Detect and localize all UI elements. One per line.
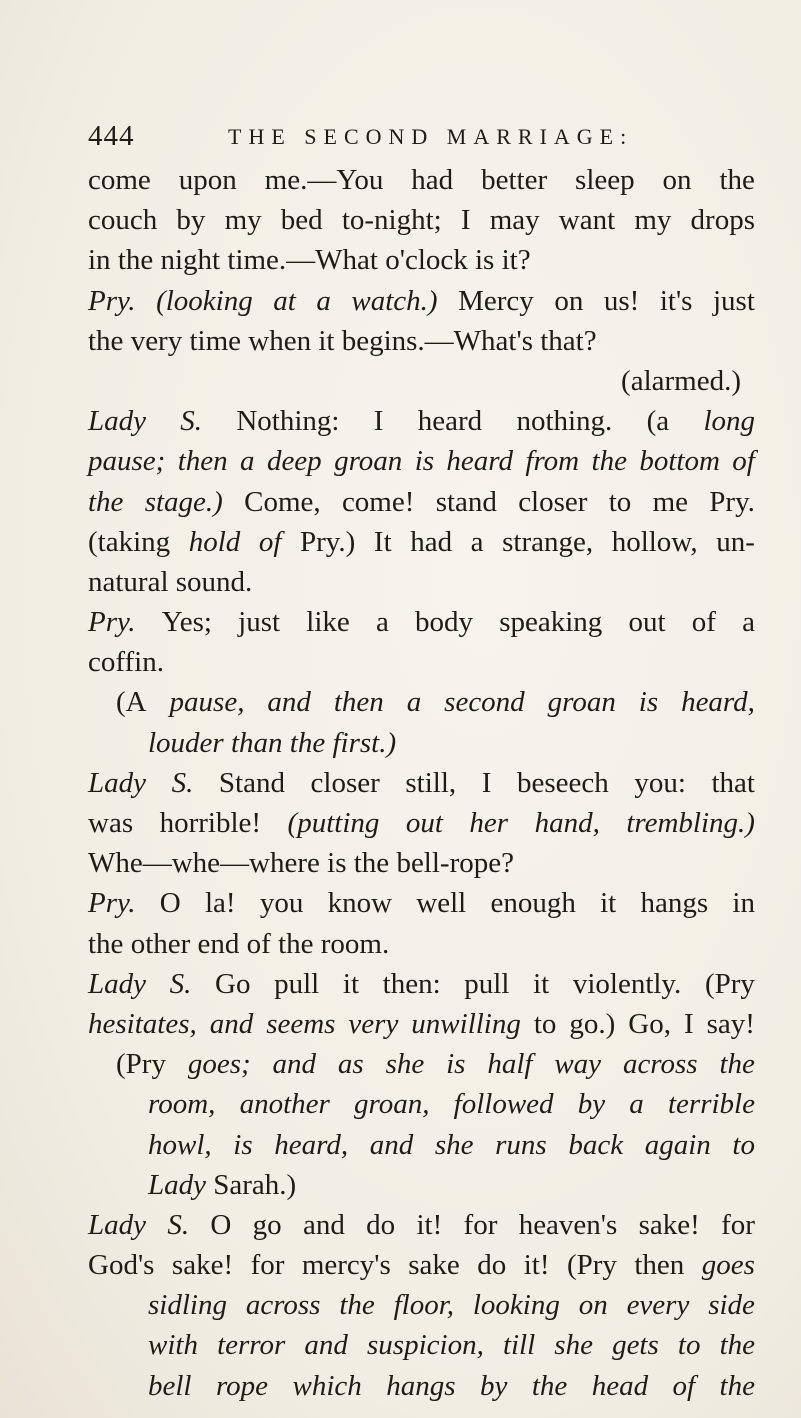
- word: pull: [274, 967, 320, 1000]
- word: is: [414, 445, 435, 478]
- word: (A: [116, 686, 147, 719]
- text-line: [88, 602, 755, 642]
- text-line: [88, 281, 755, 321]
- word: sake: [408, 1249, 460, 1282]
- word: is: [327, 847, 354, 880]
- word: then: [634, 1249, 685, 1282]
- word: side: [708, 1289, 755, 1322]
- word: S.: [180, 405, 203, 438]
- word: as: [337, 1048, 364, 1081]
- word: sleep: [575, 164, 635, 196]
- word: and: [209, 1007, 254, 1040]
- word: say!: [706, 1007, 755, 1040]
- word: and: [267, 686, 311, 719]
- word: Pry.: [88, 606, 136, 639]
- word: heaven's: [518, 1208, 618, 1241]
- text-line: [88, 321, 755, 361]
- word: hold: [188, 525, 241, 558]
- word: of: [258, 525, 282, 558]
- text-line: [88, 1366, 755, 1406]
- running-head: THE SECOND MARRIAGE:: [228, 124, 634, 149]
- word: another: [239, 1088, 330, 1121]
- word: like: [306, 606, 350, 639]
- word: it: [600, 887, 617, 920]
- word: floor,: [393, 1289, 455, 1322]
- word: closer: [310, 766, 380, 799]
- word: followed: [453, 1088, 554, 1121]
- word: Pry.: [709, 485, 755, 518]
- text-line: [88, 1285, 755, 1325]
- text-line: [88, 682, 755, 722]
- word: and: [302, 1208, 345, 1241]
- word: is: [233, 1128, 253, 1161]
- word: Lady: [88, 967, 146, 1000]
- word: for: [721, 1208, 755, 1241]
- word: want: [558, 204, 616, 237]
- word: (Pry: [116, 1048, 166, 1081]
- word: first.): [332, 726, 397, 759]
- word: the: [88, 927, 131, 960]
- word: long: [703, 405, 755, 438]
- word: hollow,: [611, 525, 698, 558]
- word: I: [481, 766, 492, 799]
- text-line: [88, 200, 755, 240]
- word: the: [278, 927, 321, 960]
- word: pause;: [88, 445, 166, 478]
- word: us!: [603, 284, 640, 317]
- word: the: [339, 1289, 375, 1322]
- word: couch: [88, 204, 158, 237]
- word: then:: [382, 967, 441, 1000]
- word: had: [410, 525, 453, 558]
- word: with: [148, 1329, 198, 1362]
- word: begins.—What's: [341, 324, 541, 357]
- text-line: [88, 1044, 755, 1084]
- word: on: [662, 164, 692, 196]
- word: Mercy: [458, 284, 534, 317]
- word: (Pry: [566, 1249, 617, 1282]
- text-line: [88, 482, 755, 522]
- word: is: [446, 1048, 466, 1081]
- word: me.—You: [264, 164, 384, 196]
- word: (alarmed.): [621, 364, 741, 397]
- word: sake!: [638, 1208, 700, 1241]
- word: from: [525, 445, 580, 478]
- word: groan: [334, 445, 403, 478]
- word: to: [677, 1329, 701, 1362]
- word: and: [272, 1048, 317, 1081]
- text-line: [88, 1084, 755, 1124]
- word: Yes;: [161, 606, 212, 639]
- word: me: [652, 485, 688, 518]
- word: looking: [472, 1289, 560, 1322]
- word: the: [531, 1369, 568, 1402]
- text-line: [88, 160, 755, 200]
- word: time.—What: [227, 244, 386, 277]
- word: just: [238, 606, 281, 639]
- word: a: [316, 284, 331, 317]
- word: that: [711, 766, 755, 799]
- word: pause,: [169, 686, 245, 719]
- text-line: [88, 441, 755, 481]
- word: a: [240, 445, 255, 478]
- word: is: [475, 244, 502, 277]
- word: then: [177, 445, 228, 478]
- word: she: [385, 1048, 425, 1081]
- word: O: [210, 1208, 232, 1241]
- word: out: [405, 807, 443, 839]
- word: it: [342, 967, 360, 1000]
- word: (putting: [287, 807, 380, 839]
- word: groan,: [354, 1088, 430, 1121]
- word: for: [250, 1249, 285, 1282]
- word: again: [644, 1128, 711, 1161]
- word: at: [273, 284, 296, 317]
- word: across: [622, 1048, 698, 1081]
- word: Pry.: [88, 887, 136, 920]
- word: come!: [341, 485, 415, 518]
- word: other: [130, 927, 198, 960]
- word: it!: [416, 1208, 443, 1241]
- word: pull: [464, 967, 510, 1000]
- word: had: [411, 164, 454, 196]
- text-line: [88, 1125, 755, 1165]
- word: than: [230, 726, 290, 759]
- word: Whe—whe—where: [88, 847, 328, 880]
- text-line: [88, 883, 755, 923]
- word: she: [554, 1329, 593, 1362]
- text-line: [88, 642, 755, 682]
- text-line: [88, 1004, 755, 1044]
- word: hangs: [386, 1369, 456, 1402]
- word: till: [502, 1329, 536, 1362]
- word: of: [691, 606, 716, 639]
- word: by: [577, 1088, 606, 1121]
- word: I: [460, 204, 471, 237]
- word: gets: [612, 1329, 659, 1362]
- word: (taking: [88, 525, 171, 558]
- text-line: [88, 964, 755, 1004]
- text-line: [88, 522, 755, 562]
- word: go.): [569, 1007, 616, 1040]
- word: a: [406, 686, 422, 719]
- word: bed: [280, 204, 323, 237]
- text-line: [88, 401, 755, 441]
- word: it!: [523, 1249, 550, 1282]
- word: you: [259, 887, 304, 920]
- word: better: [481, 164, 548, 196]
- word: when: [248, 324, 319, 357]
- word: do: [477, 1249, 507, 1282]
- word: and: [304, 1329, 348, 1362]
- word: it: [533, 967, 550, 1000]
- word: Nothing:: [236, 405, 340, 438]
- word: bell: [148, 1369, 192, 1402]
- text-line: [88, 240, 755, 280]
- word: the: [719, 1048, 755, 1081]
- word: S.: [169, 967, 192, 1000]
- word: on: [554, 284, 584, 317]
- word: I: [683, 1007, 694, 1040]
- word: way: [554, 1048, 602, 1081]
- word: my: [634, 204, 672, 237]
- word: drops: [690, 204, 755, 237]
- word: half: [487, 1048, 533, 1081]
- word: coffin.: [88, 646, 164, 679]
- word: goes;: [187, 1048, 251, 1081]
- word: night: [160, 244, 228, 277]
- word: a: [375, 606, 389, 639]
- text-line: [88, 723, 755, 763]
- word: seems: [266, 1007, 336, 1040]
- word: out: [628, 606, 666, 639]
- word: hesitates,: [88, 1007, 197, 1040]
- word: across: [245, 1289, 321, 1322]
- word: she: [434, 1128, 474, 1161]
- word: closer: [518, 485, 588, 518]
- word: sake!: [171, 1249, 234, 1282]
- word: back: [568, 1128, 624, 1161]
- text-line: [88, 1325, 755, 1365]
- word: terror: [217, 1329, 286, 1362]
- word: suspicion,: [367, 1329, 484, 1362]
- word: second: [444, 686, 525, 719]
- word: it?: [501, 244, 531, 277]
- word: of: [246, 927, 279, 960]
- word: her: [469, 807, 509, 839]
- word: to: [533, 1007, 557, 1040]
- word: heard: [417, 405, 483, 438]
- word: come: [88, 164, 151, 196]
- word: o'clock: [385, 244, 475, 277]
- word: un-: [716, 525, 755, 558]
- word: bell-rope?: [396, 847, 514, 880]
- word: stand: [435, 485, 497, 518]
- word: the: [117, 244, 161, 277]
- word: room,: [148, 1088, 216, 1121]
- text-line: [88, 924, 755, 964]
- word: the: [289, 726, 333, 759]
- text-line: [88, 763, 755, 803]
- word: Stand: [218, 766, 285, 799]
- word: howl,: [148, 1128, 212, 1161]
- word: every: [626, 1289, 690, 1322]
- word: still,: [405, 766, 457, 799]
- word: It: [373, 525, 392, 558]
- word: Sarah.): [213, 1168, 297, 1201]
- word: of: [732, 445, 755, 478]
- word: heard,: [274, 1128, 349, 1161]
- word: well: [416, 887, 467, 920]
- text-line: [88, 1245, 755, 1285]
- text-line: [88, 1205, 755, 1245]
- text-line: [88, 803, 755, 843]
- word: to-night;: [341, 204, 442, 237]
- word: God's: [88, 1249, 155, 1282]
- word: the: [353, 847, 397, 880]
- word: goes: [701, 1249, 755, 1282]
- word: S.: [171, 766, 194, 799]
- word: a: [629, 1088, 644, 1121]
- word: beseech: [516, 766, 609, 799]
- word: hand,: [534, 807, 600, 839]
- word: louder: [148, 726, 231, 759]
- word: trembling.): [626, 807, 755, 839]
- word: for: [463, 1208, 498, 1241]
- word: body: [415, 606, 474, 639]
- word: runs: [495, 1128, 547, 1161]
- word: heard: [446, 445, 514, 478]
- word: upon: [178, 164, 237, 196]
- word: the: [591, 445, 627, 478]
- word: (a: [646, 405, 670, 438]
- word: I: [373, 405, 384, 438]
- word: la!: [204, 887, 236, 920]
- word: Lady: [88, 766, 146, 799]
- word: in: [732, 887, 755, 920]
- word: in: [88, 244, 118, 277]
- word: a: [470, 525, 484, 558]
- word: natural: [88, 565, 176, 598]
- word: groan: [547, 686, 616, 719]
- word: terrible: [667, 1088, 755, 1121]
- word: know: [327, 887, 393, 920]
- page-number: 444: [88, 120, 135, 152]
- word: Go,: [628, 1007, 671, 1040]
- word: by: [479, 1369, 508, 1402]
- text-line: [88, 361, 755, 401]
- word: to: [732, 1128, 755, 1161]
- word: unwilling: [411, 1007, 521, 1040]
- word: to: [608, 485, 632, 518]
- word: just: [712, 284, 755, 317]
- word: watch.): [351, 284, 438, 317]
- word: Pry.): [300, 525, 356, 558]
- word: S.: [167, 1208, 190, 1241]
- word: strange,: [502, 525, 594, 558]
- word: by: [176, 204, 206, 237]
- word: sound.: [175, 565, 253, 598]
- word: of: [672, 1369, 696, 1402]
- word: and: [369, 1128, 414, 1161]
- word: it's: [659, 284, 693, 317]
- word: Come,: [244, 485, 321, 518]
- word: hangs: [640, 887, 709, 920]
- word: horrible!: [159, 807, 262, 839]
- word: (looking: [156, 284, 253, 317]
- word: the: [719, 1329, 755, 1362]
- word: go: [252, 1208, 282, 1241]
- word: may: [489, 204, 540, 237]
- word: the: [88, 485, 124, 518]
- word: sidling: [148, 1289, 227, 1322]
- word: O: [159, 887, 181, 920]
- word: head: [591, 1369, 649, 1402]
- word: my: [224, 204, 262, 237]
- word: Lady: [88, 1208, 146, 1241]
- word: Pry.: [88, 284, 136, 317]
- word: was: [88, 807, 134, 839]
- word: the: [88, 324, 131, 357]
- word: the: [719, 164, 755, 196]
- word: Lady: [88, 405, 146, 438]
- word: that?: [540, 324, 597, 357]
- word: on: [578, 1289, 608, 1322]
- word: end: [197, 927, 247, 960]
- word: speaking: [499, 606, 603, 639]
- word: you:: [634, 766, 686, 799]
- word: deep: [266, 445, 322, 478]
- body-text: [88, 160, 755, 1406]
- word: bottom: [639, 445, 720, 478]
- word: enough: [490, 887, 576, 920]
- page-header: [88, 120, 741, 160]
- text-line: [88, 562, 755, 602]
- word: stage.): [144, 485, 223, 518]
- word: is: [638, 686, 659, 719]
- word: then: [333, 686, 384, 719]
- word: which: [292, 1369, 362, 1402]
- word: violently.: [572, 967, 682, 1000]
- word: (Pry: [704, 967, 755, 1000]
- word: it: [318, 324, 342, 357]
- word: nothing.: [516, 405, 613, 438]
- word: a: [742, 606, 755, 639]
- word: do: [366, 1208, 396, 1241]
- word: very: [348, 1007, 399, 1040]
- word: the: [719, 1369, 755, 1402]
- word: room.: [320, 927, 390, 960]
- word: Lady: [148, 1168, 214, 1201]
- word: rope: [215, 1369, 269, 1402]
- word: very: [130, 324, 190, 357]
- text-line: [88, 843, 755, 883]
- word: Go: [215, 967, 251, 1000]
- word: mercy's: [301, 1249, 391, 1282]
- word: heard,: [681, 686, 755, 719]
- word: time: [189, 324, 249, 357]
- text-line: [88, 1165, 755, 1205]
